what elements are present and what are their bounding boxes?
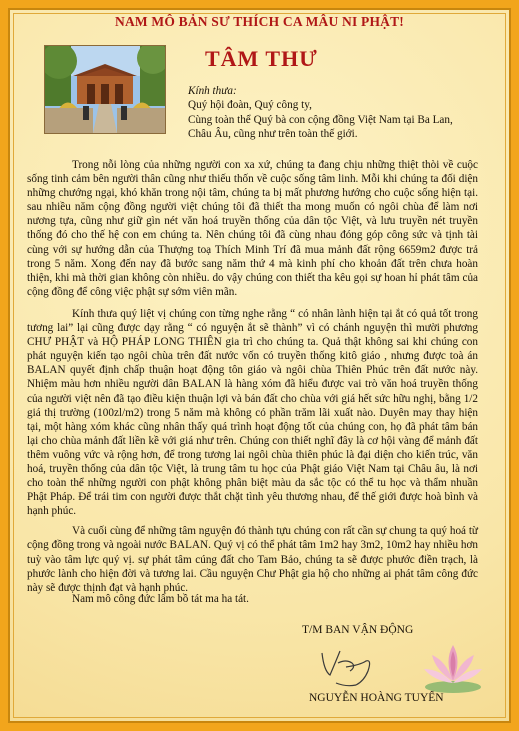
salutation: Kính thưa: (188, 85, 237, 97)
letter-title: TÂM THƯ (205, 46, 318, 71)
greeting-block (188, 84, 488, 141)
temple-photo-image (45, 46, 165, 133)
body-paragraph-1: Trong nỗi lòng của những người con xa xứ, chúng ta đang chịu những thiệt thòi về cuộc sống tinh cảm bên người thân cũng như thiếu thốn về cuộc sống tâm linh. Mỗi khi chúng ta đối diện những chướng ngại, khó khăn trong nội tâm, chúng ta bị mất phương hướng cho cuộc sống hiện tại. sau nhiều năm cộng đồng người việt chúng tôi đã thiết tha mong muốn có ngôi chùa để làm nơi nương tựa, cũng như giữ gìn nét văn hoá truyền thống của dân tộc Việt, và lưu truyền nét truyền thống đó cho thế hệ con em chúng ta. Nên chúng tôi đã cùng nhau đóng góp công sức và tịnh tài cùng với sự hướng dẫn của Thượng toạ Thích Minh Trí đã mua mảnh đất rộng 6659m2 được trả trong 5 năm. Xong đến nay đã bước sang năm thứ 4 mà kinh phí cho khoản đất trên chưa hoàn thiện, khi mà thời gian không còn nhiều. do vậy chúng con thiết tha kêu gọi sự hoan hỉ phát tâm của cộng đồng để công việc phật sự sớm viên mãn. (27, 159, 478, 298)
temple-photo (44, 45, 166, 134)
signature-name: NGUYỄN HOÀNG TUYẾN (309, 692, 444, 704)
closing-line: Nam mô công đức lâm bồ tát ma ha tát. (72, 593, 249, 605)
body-paragraph-2: Kính thưa quý liệt vị chúng con từng nghe rằng “ có nhân lành hiện tại ắt có quả tốt trong tương lai” lại cũng được dạy rằng “ có nguyện ắt sẽ thành” vì có chánh nguyện thì mười phương CHƯ PHẬT và HỘ PHÁP LONG THIÊN gia trì cho chúng ta. Quả thật không sai khi chúng con phát nguyện kiến tạo ngôi chùa trên đất nước vốn có truyền thống kitô giáo , nhưng được toà án BALAN quyết định chấp thuận hoạt động tôn giáo và ngôi chùa Thiên Phúc trên đất nước này. Nhiệm màu hơn nhiều người dân BALAN là hàng xóm đã hiểu được vai trò văn hoá truyền thống của người việt nên đã tạo điều kiện thuận lợi và bán đất cho chùa với giá hết sức hữu nghị, bằng 1/2 giá thị trường (100zl/m2) trong 5 năm mà không có phần trăm lãi xuất nào. Duyên may thay hiện tại, một hàng xóm khác cũng nhân thấy quá trình hoạt động tốt của chúng con, họ đã phát tâm bán lại cho chùa mảnh đất liền kề với giá như trên. Chúng con thiết nghĩ đây là cơ hội vàng để mảnh đất thêm vuông vức và rộng hơn, để trong tương lai ngôi chùa thiên phúc là đại diện cho kiến trúc, văn hoá, truyền thống của dân tộc Việt, là trung tâm tu học của Phật giáo Việt Nam tại Châu âu, là nơi cho toàn thể những người con phật không phân biệt màu da sắc tộc có thể tu học và thẩm nhuần Phật Pháp. Để trái tim con người được thắt chặt tình yêu thương nhau, để thế giới được hoà bình và hạnh phúc. (27, 307, 478, 518)
greeting-line-2: Cùng toàn thể Quý bà con cộng đồng Việt Nam tại Ba Lan, (188, 113, 453, 126)
handwritten-signature (316, 641, 386, 691)
greeting-line-3: Châu Âu, cũng như trên toàn thế giới. (188, 127, 358, 140)
signature-organization: T/M BAN VẬN ĐỘNG (302, 624, 414, 636)
letter-body (27, 158, 478, 598)
invocation-heading: NAM MÔ BẢN SƯ THÍCH CA MÂU NI PHẬT! (115, 14, 404, 29)
greeting-line-1: Quý hội đoàn, Quý công ty, (188, 99, 312, 112)
lotus-icon (418, 637, 488, 697)
body-paragraph-3: Và cuối cùng để những tâm nguyện đó thành tựu chúng con rất cần sự chung ta quý hoá từ cộng đồng trong và ngoài nước BALAN. Quý vị có thể phát tâm 1m2 hay 3m2, 10m2 hay nhiều hơn tuỳ vào tâm lực quý vị. sự phát tâm cúng đất cho Tam Bảo, chúng ta sẽ được phước điền trạch, là phước lành cho hiện đời và tương lai. Cầu nguyện Chư Phật gia hộ cho những ai phát tâm công đức này sẽ được thịnh đạt và hạnh phúc. (27, 525, 478, 594)
